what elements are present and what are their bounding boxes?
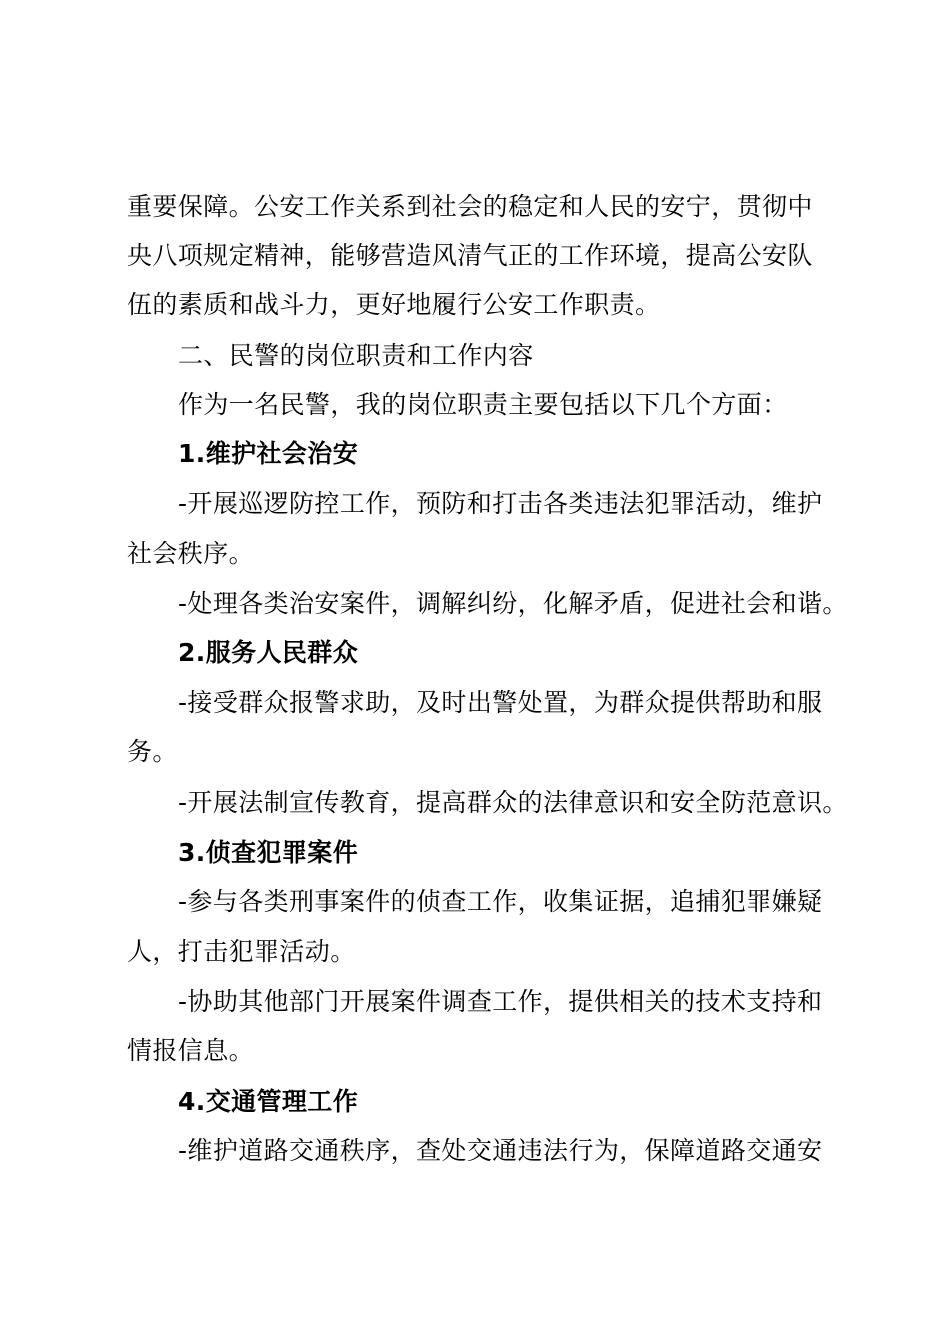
paragraph-line: 务。 — [127, 737, 178, 766]
section-heading: 二、民警的岗位职责和工作内容 — [178, 341, 534, 370]
paragraph-line: -处理各类治安案件，调解纠纷，化解矛盾，促进社会和谐。 — [178, 589, 848, 618]
paragraph-line: -开展法制宣传教育，提高群众的法律意识和安全防范意识。 — [178, 788, 848, 817]
paragraph-line: 人，打击犯罪活动。 — [127, 937, 356, 966]
paragraph-line: -接受群众报警求助，及时出警处置，为群众提供帮助和服 — [178, 688, 823, 717]
subheading-4: 4.交通管理工作 — [178, 1087, 359, 1116]
subheading-1: 1.维护社会治安 — [178, 439, 359, 468]
paragraph-line: 作为一名民警，我的岗位职责主要包括以下几个方面： — [178, 390, 788, 419]
paragraph-line: -参与各类刑事案件的侦查工作，收集证据，追捕犯罪嫌疑 — [178, 887, 823, 916]
paragraph-line: -协助其他部门开展案件调查工作，提供相关的技术支持和 — [178, 987, 823, 1016]
subheading-2: 2.服务人民群众 — [178, 638, 359, 667]
paragraph-line: 社会秩序。 — [127, 539, 255, 568]
paragraph-line: 重要保障。公安工作关系到社会的稳定和人民的安宁，贯彻中 — [127, 192, 813, 221]
paragraph-line: -开展巡逻防控工作，预防和打击各类违法犯罪活动，维护 — [178, 489, 823, 518]
subheading-3: 3.侦查犯罪案件 — [178, 838, 359, 867]
paragraph-line: 伍的素质和战斗力，更好地履行公安工作职责。 — [127, 290, 661, 319]
paragraph-line: -维护道路交通秩序，查处交通违法行为，保障道路交通安 — [178, 1136, 823, 1165]
paragraph-line: 央八项规定精神，能够营造风清气正的工作环境，提高公安队 — [127, 241, 813, 270]
paragraph-line: 情报信息。 — [127, 1036, 255, 1065]
